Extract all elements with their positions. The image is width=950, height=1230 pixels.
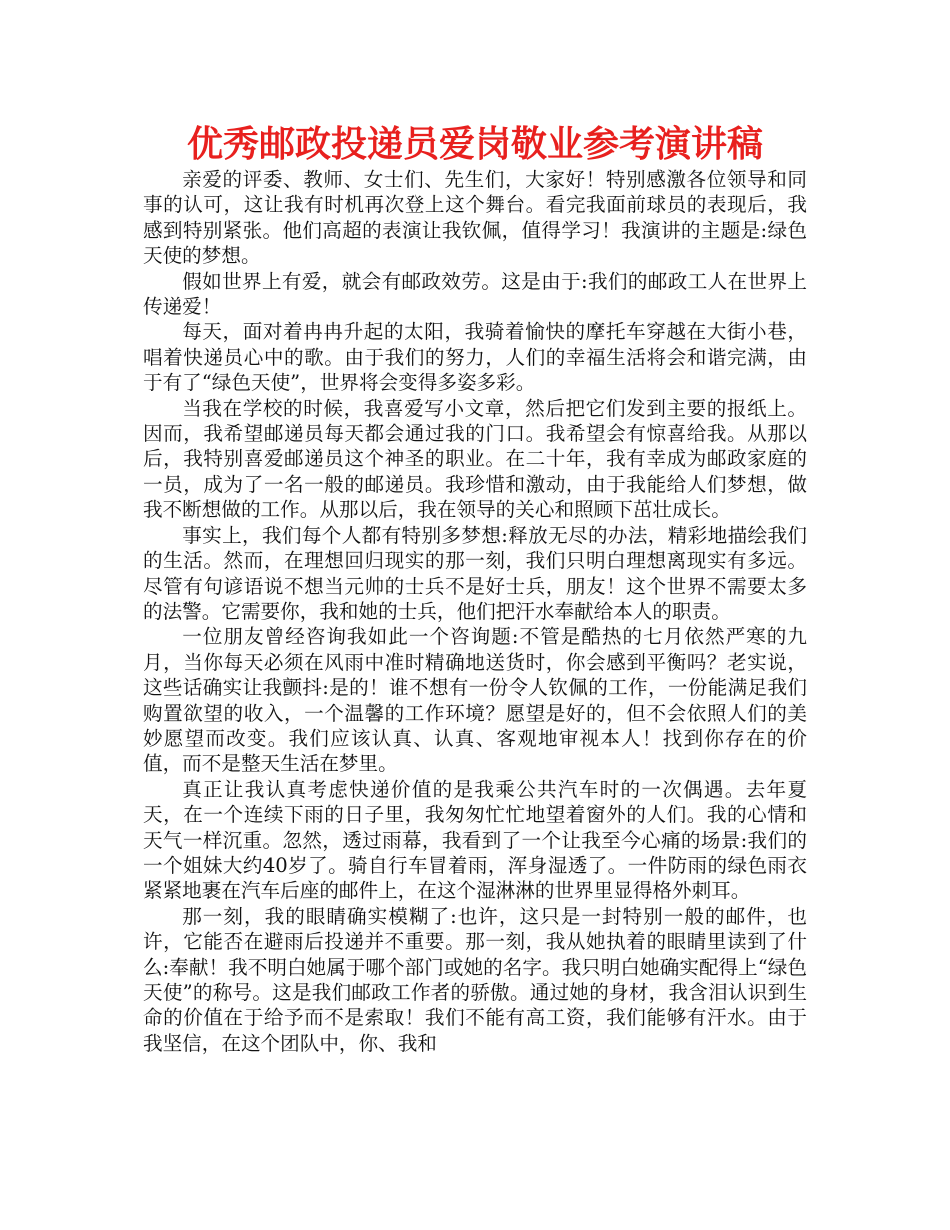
paragraph: 真正让我认真考虑快递价值的是我乘公共汽车时的一次偶遇。去年夏天，在一个连续下雨的日子里，我匆匆忙忙地望着窗外的人们。我的心情和天气一样沉重。忽然，透过雨幕，我看到了一个让我至今心痛的场景:我们的一个姐妹大约40岁了。骑自行车冒着雨，浑身湿透了。一件防雨的绿色雨衣紧紧地裹在汽车后座的邮件上，在这个湿淋淋的世界里显得格外刺耳。	[143, 777, 807, 903]
paragraph: 每天，面对着冉冉升起的太阳，我骑着愉快的摩托车穿越在大街小巷，唱着快递员心中的歌。由于我们的努力，人们的幸福生活将会和谐完满，由于有了“绿色天使”，世界将会变得多姿多彩。	[143, 320, 807, 395]
document-title: 优秀邮政投递员爱岗敬业参考演讲稿	[186, 124, 763, 165]
paragraph: 事实上，我们每个人都有特别多梦想:释放无尽的办法，精彩地描绘我们的生活。然而，在理想回归现实的那一刻，我们只明白理想离现实有多远。尽管有句谚语说不想当元帅的士兵不是好士兵，朋友！这个世界不需要太多的法警。它需要你，我和她的士兵，他们把汗水奉献给本人的职责。	[143, 523, 807, 623]
paragraph: 一位朋友曾经咨询我如此一个咨询题:不管是酷热的七月依然严寒的九月，当你每天必须在风雨中准时精确地送货时，你会感到平衡吗？老实说，这些话确实让我颤抖:是的！谁不想有一份令人钦佩的工作，一份能满足我们购置欲望的收入，一个温馨的工作环境？愿望是好的，但不会依照人们的美妙愿望而改变。我们应该认真、认真、客观地审视本人！找到你存在的价值，而不是整天生活在梦里。	[143, 625, 807, 776]
paragraph: 假如世界上有爱，就会有邮政效劳。这是由于:我们的邮政工人在世界上传递爱！	[143, 269, 807, 319]
document-body	[143, 167, 807, 1056]
paragraph: 当我在学校的时候，我喜爱写小文章，然后把它们发到主要的报纸上。因而，我希望邮递员每天都会通过我的门口。我希望会有惊喜给我。从那以后，我特别喜爱邮递员这个神圣的职业。在二十年，我有幸成为邮政家庭的一员，成为了一名一般的邮递员。我珍惜和激动，由于我能给人们梦想，做我不断想做的工作。从那以后，我在领导的关心和照顾下茁壮成长。	[143, 396, 807, 522]
paragraph: 亲爱的评委、教师、女士们、先生们，大家好！特别感激各位领导和同事的认可，这让我有时机再次登上这个舞台。看完我面前球员的表现后，我感到特别紧张。他们高超的表演让我钦佩，值得学习！我演讲的主题是:绿色天使的梦想。	[143, 168, 807, 268]
paragraph: 那一刻，我的眼睛确实模糊了:也许，这只是一封特别一般的邮件，也许，它能否在避雨后投递并不重要。那一刻，我从她执着的眼睛里读到了什么:奉献！我不明白她属于哪个部门或她的名字。我只明白她确实配得上“绿色天使”的称号。这是我们邮政工作者的骄傲。通过她的身材，我含泪认识到生命的价值在于给予而不是索取！我们不能有高工资，我们能够有汗水。由于我坚信，在这个团队中，你、我和	[143, 904, 807, 1055]
